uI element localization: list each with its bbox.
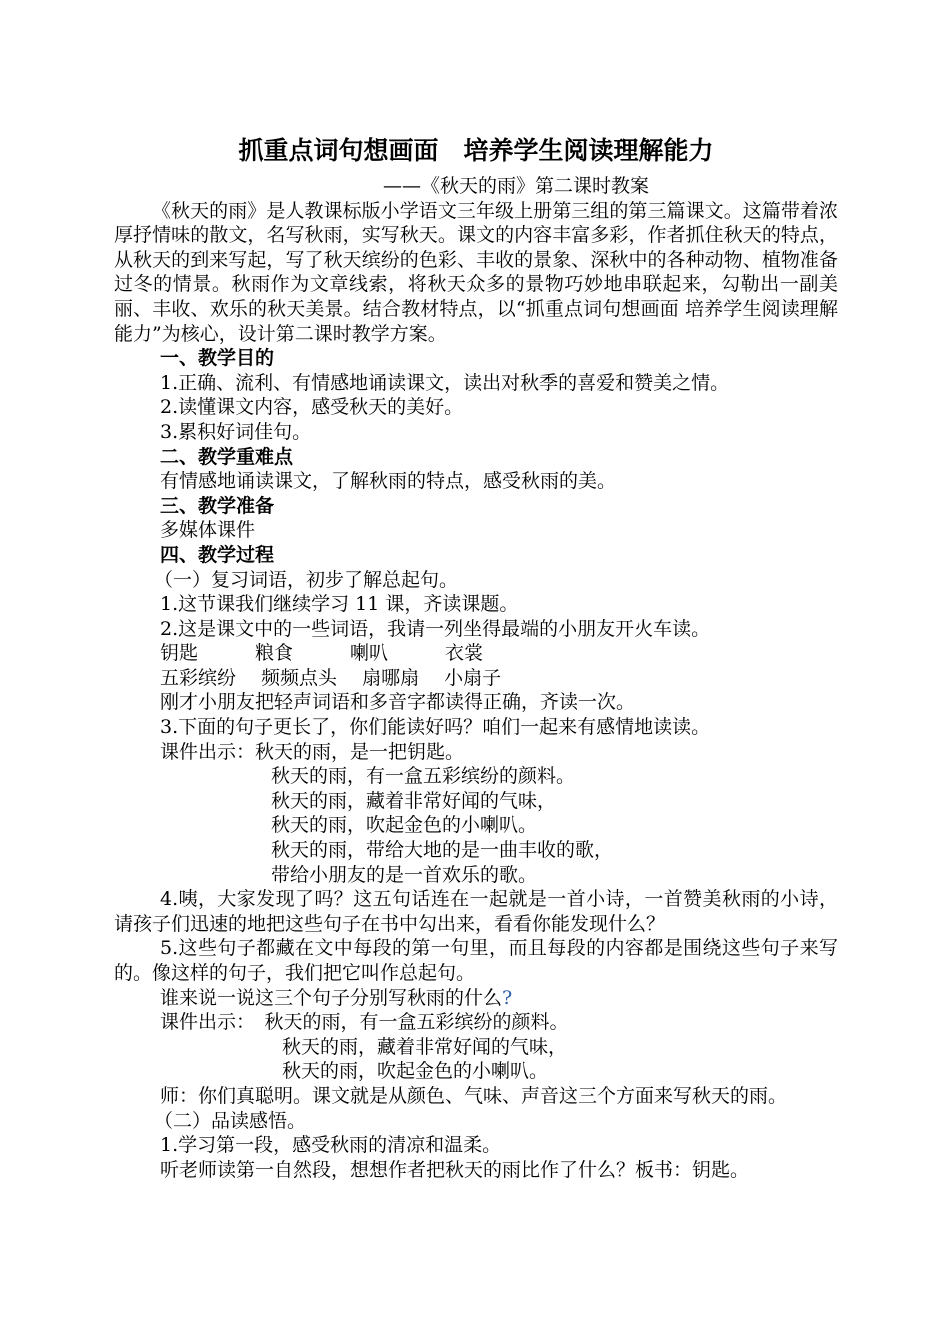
slide-line: 秋天的雨，带给大地的是一曲丰收的歌， [271, 839, 614, 862]
preparation-text: 多媒体课件 [160, 519, 256, 542]
document-page [114, 136, 838, 1182]
slide-line: 秋天的雨，吹起金色的小喇叭。 [271, 814, 538, 837]
question-text: 谁来说一说这三个句子分别写秋雨的什么 [160, 986, 503, 1009]
question-line [114, 986, 838, 1011]
key-points-text: 有情感地诵读课文，了解秋雨的特点，感受秋雨的美。 [160, 470, 617, 493]
process-step: 5.这些句子都藏在文中每段的第一句里，而且每段的内容都是围绕这些句子来写的。像这样的句子，我们把它叫作总起句。 [114, 937, 838, 984]
slide-line: 秋天的雨，藏着非常好闻的气味， [271, 789, 557, 812]
slide-line: 秋天的雨，藏着非常好闻的气味， [282, 1035, 568, 1058]
slide-label: 课件出示： 秋天的雨，有一盒五彩缤纷的颜料。 [160, 1011, 569, 1034]
process-step: 3.下面的句子更长了，你们能读好吗？咱们一起来有感情地读读。 [160, 716, 711, 739]
teacher-note: 师：你们真聪明。课文就是从颜色、气味、声音这三个方面来写秋天的雨。 [160, 1084, 788, 1107]
vocabulary-row: 钥匙 粮食 喇叭 衣裳 [160, 642, 484, 665]
vocabulary-row: 五彩缤纷 频频点头 扇哪扇 小扇子 [160, 666, 502, 689]
section-heading-process: 四、教学过程 [160, 543, 275, 566]
process-note: 刚才小朋友把轻声词语和多音字都读得正确，齐读一次。 [160, 691, 636, 714]
section-heading-key-points: 二、教学重难点 [160, 445, 294, 468]
question-mark: ? [502, 986, 513, 1009]
part1-title: （一）复习词语，初步了解总起句。 [154, 568, 459, 591]
intro-paragraph: 《秋天的雨》是人教课标版小学语文三年级上册第三组的第三篇课文。这篇带着浓厚抒情味的散文，名写秋雨，实写秋天。课文的内容丰富多彩，作者抓住秋天的特点，从秋天的到来写起，写了秋天缤纷的色彩、丰收的景象、深秋中的各种动物、植物准备过冬的情景。秋雨作为文章线索，将秋天众多的景物巧妙地串联起来，勾勒出一副美丽、丰收、欢乐的秋天美景。结合教材特点，以“抓重点词句想画面 培养学生阅读理解能力”为核心，设计第二课时教学方案。 [114, 199, 838, 345]
process-step: 4.咦，大家发现了吗？这五句话连在一起就是一首小诗，一首赞美秋雨的小诗，请孩子们迅速的地把这些句子在书中勾出来，看看你能发现什么？ [114, 888, 838, 935]
process-step: 听老师读第一自然段，想想作者把秋天的雨比作了什么？板书：钥匙。 [160, 1158, 750, 1181]
document-subtitle: ——《秋天的雨》第二课时教案 [382, 175, 649, 197]
document-title: 抓重点词句想画面 培养学生阅读理解能力 [238, 136, 714, 165]
slide-line: 带给小朋友的是一首欢乐的歌。 [271, 863, 538, 886]
section-heading-objectives: 一、教学目的 [160, 347, 275, 370]
section-heading-preparation: 三、教学准备 [160, 494, 275, 517]
part2-title: （二）品读感悟。 [154, 1109, 307, 1132]
process-step: 1.这节课我们继续学习 11 课，齐读课题。 [160, 593, 519, 616]
objective-item: 3.累积好词佳句。 [160, 420, 312, 443]
slide-label: 课件出示：秋天的雨，是一把钥匙。 [160, 740, 465, 763]
process-step: 2.这是课文中的一些词语，我请一列坐得最端的小朋友开火车读。 [160, 617, 711, 640]
process-step: 1.学习第一段，感受秋雨的清凉和温柔。 [160, 1134, 502, 1157]
objective-item: 2.读懂课文内容，感受秋天的美好。 [160, 396, 464, 419]
slide-line: 秋天的雨，有一盒五彩缤纷的颜料。 [271, 765, 576, 788]
objective-item: 1.正确、流利、有情感地诵读课文，读出对秋季的喜爱和赞美之情。 [160, 371, 730, 394]
slide-line: 秋天的雨，吹起金色的小喇叭。 [282, 1060, 549, 1083]
